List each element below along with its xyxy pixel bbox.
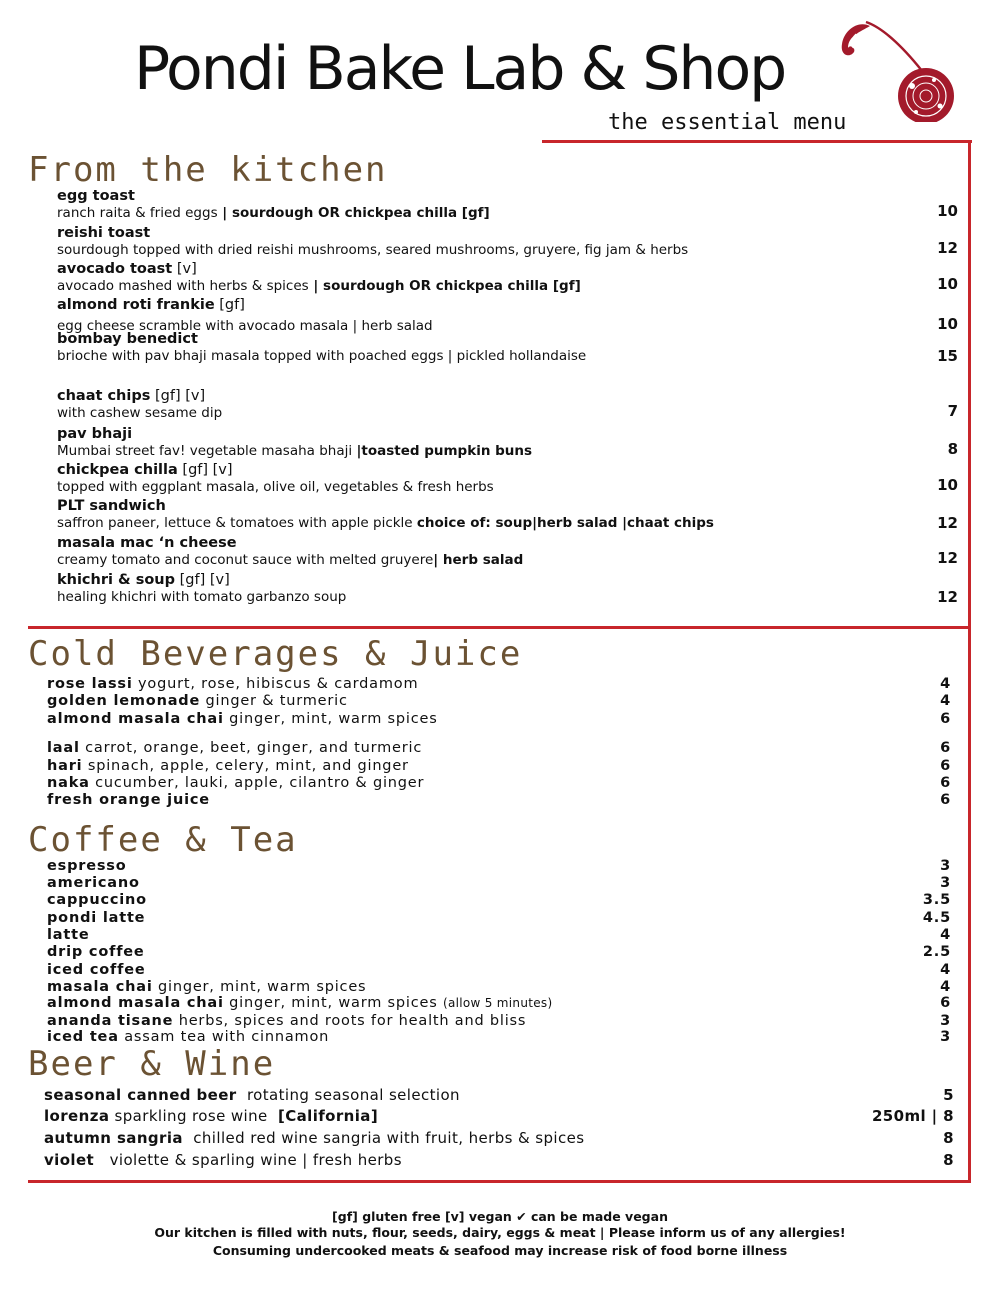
coffee-tea-item — [47, 1013, 951, 1030]
item-price: 7 — [947, 402, 958, 420]
frame-top-line — [542, 140, 972, 143]
item-price: 4 — [940, 927, 951, 943]
coffee-tea-item — [47, 858, 951, 875]
menu-item — [57, 261, 958, 294]
item-name-text: pav bhaji — [57, 426, 133, 442]
item-price: 6 — [940, 740, 951, 756]
item-name — [57, 188, 958, 205]
item-description: ginger, mint, warm spices — [223, 711, 438, 727]
item-description-text: topped with eggplant masala, olive oil, vegetables & fresh herbs — [57, 479, 494, 495]
item-name — [57, 426, 958, 443]
item-description-bold: | sourdough OR chickpea chilla [gf] — [217, 205, 490, 221]
item-diet-tag: [v] — [172, 261, 197, 277]
beer-wine-item — [44, 1151, 954, 1169]
footer-allergy-note: Our kitchen is filled with nuts, flour, seeds, dairy, eggs & meat | Please inform us of any allergies! — [154, 1225, 846, 1240]
item-name-text: chaat chips — [57, 388, 151, 404]
item-description — [57, 443, 958, 459]
item-name — [57, 297, 958, 314]
item-price: 250ml | 8 — [871, 1107, 954, 1125]
item-price: 6 — [940, 711, 951, 727]
item-description: chilled red wine sangria with fruit, herbs & spices — [182, 1129, 585, 1147]
item-description-text: with cashew sesame dip — [57, 405, 223, 421]
item-name-text: PLT sandwich — [57, 498, 166, 514]
item-price: 8 — [947, 440, 958, 458]
item-name-text: masala mac ‘n cheese — [57, 535, 237, 551]
item-description — [57, 205, 958, 221]
frame-bottom-line — [28, 1180, 971, 1183]
item-description-bold: choice of: soup|herb salad |chaat chips — [416, 515, 714, 531]
item-price: 15 — [937, 347, 958, 365]
item-name: laal — [47, 740, 80, 756]
item-price: 4.5 — [922, 910, 951, 926]
item-price: 4 — [940, 979, 951, 995]
item-price: 3 — [940, 1029, 951, 1045]
item-name-text: almond roti frankie — [57, 297, 215, 313]
item-description — [57, 515, 958, 531]
item-name: cappuccino — [47, 892, 147, 908]
item-name: iced coffee — [47, 962, 146, 978]
item-name: ananda tisane — [47, 1013, 174, 1029]
coffee-tea-item — [47, 962, 951, 979]
item-price: 6 — [940, 792, 951, 808]
item-price: 4 — [940, 676, 951, 692]
item-price: 3.5 — [922, 892, 951, 908]
item-name-text: avocado toast — [57, 261, 173, 277]
item-description — [57, 278, 958, 294]
item-name: violet — [44, 1151, 95, 1169]
item-price: 10 — [937, 275, 958, 293]
coffee-tea-item — [47, 944, 951, 961]
menu-item — [57, 498, 958, 531]
item-diet-tag: [gf] [v] — [177, 462, 233, 478]
item-description: herbs, spices and roots for health and bliss — [173, 1013, 527, 1029]
coffee-tea-item — [47, 979, 951, 996]
item-description — [57, 589, 958, 605]
item-description-bold: | herb salad — [433, 552, 524, 568]
section-heading-beer-wine: Beer & Wine — [28, 1044, 276, 1084]
page-subtitle: the essential menu — [608, 110, 847, 135]
item-name: golden lemonade — [47, 693, 201, 709]
beverage-item — [47, 775, 951, 792]
item-name: seasonal canned beer — [44, 1086, 237, 1104]
item-diet-tag: [gf] — [214, 297, 245, 313]
item-name: espresso — [47, 858, 127, 874]
item-name: lorenza — [44, 1107, 110, 1125]
item-diet-tag: [gf] [v] — [150, 388, 206, 404]
item-name — [57, 388, 958, 405]
section-heading-cold-beverages: Cold Beverages & Juice — [28, 634, 523, 674]
item-diet-tag: [gf] [v] — [175, 572, 230, 588]
item-description: sparkling rose wine — [109, 1107, 278, 1125]
item-description: assam tea with cinnamon — [118, 1029, 330, 1045]
item-name: latte — [47, 927, 90, 943]
item-description: ginger & turmeric — [200, 693, 348, 709]
beverage-item — [47, 792, 951, 809]
footer-legend: [gf] gluten free [v] vegan ✔ can be made vegan — [332, 1209, 668, 1224]
item-description-text: brioche with pav bhaji masala topped with poached eggs | pickled hollandaise — [57, 348, 587, 364]
menu-item — [57, 426, 958, 459]
section-heading-kitchen: From the kitchen — [28, 150, 388, 190]
item-price: 3 — [940, 875, 951, 891]
item-name: rose lassi — [47, 676, 133, 692]
item-description: yogurt, rose, hibiscus & cardamom — [132, 676, 419, 692]
cherry-logo-icon — [836, 14, 962, 122]
page-title: Pondi Bake Lab & Shop — [134, 34, 786, 104]
item-name — [57, 225, 958, 242]
item-price: 6 — [940, 758, 951, 774]
frame-divider-line — [28, 626, 971, 629]
item-name: hari — [47, 758, 83, 774]
item-price: 12 — [937, 549, 958, 567]
item-note: (allow 5 minutes) — [442, 996, 553, 1010]
item-price: 12 — [937, 239, 958, 257]
coffee-tea-item — [47, 910, 951, 927]
item-description-text: saffron paneer, lettuce & tomatoes with apple pickle — [57, 515, 417, 531]
item-name: masala chai — [47, 979, 153, 995]
item-price: 3 — [940, 1013, 951, 1029]
item-description: ginger, mint, warm spices — [152, 979, 367, 995]
item-name — [57, 331, 958, 348]
item-name-text: reishi toast — [57, 225, 151, 241]
item-price: 8 — [943, 1129, 954, 1147]
frame-right-line — [968, 140, 971, 1183]
menu-item — [57, 225, 958, 258]
item-name: drip coffee — [47, 944, 145, 960]
coffee-tea-item — [47, 875, 951, 892]
item-description — [57, 552, 958, 568]
menu-item — [57, 462, 958, 495]
coffee-tea-item — [47, 995, 951, 1012]
coffee-tea-item — [47, 927, 951, 944]
item-description-text: sourdough topped with dried reishi mushrooms, seared mushrooms, gruyere, fig jam & herbs — [57, 242, 689, 258]
item-name: americano — [47, 875, 140, 891]
item-price: 4 — [940, 693, 951, 709]
item-price: 6 — [940, 775, 951, 791]
item-name-text: egg toast — [57, 188, 135, 204]
item-price: 2.5 — [922, 944, 951, 960]
item-description-bold: |toasted pumpkin buns — [356, 443, 533, 459]
beverage-item — [47, 693, 951, 710]
item-description — [57, 242, 958, 258]
item-price: 10 — [937, 315, 958, 333]
item-name: almond masala chai — [47, 995, 224, 1011]
menu-item — [57, 388, 958, 421]
beverage-item — [47, 676, 951, 693]
item-description-text: avocado mashed with herbs & spices — [57, 278, 309, 294]
item-price: 12 — [937, 588, 958, 606]
item-price: 12 — [937, 514, 958, 532]
item-name: naka — [47, 775, 90, 791]
menu-item — [57, 535, 958, 568]
item-description — [57, 348, 958, 364]
beverage-item — [47, 758, 951, 775]
item-description-bold: | sourdough OR chickpea chilla [gf] — [308, 278, 581, 294]
item-description-text: healing khichri with tomato garbanzo soup — [57, 589, 347, 605]
item-description-text: creamy tomato and coconut sauce with melted gruyere — [57, 552, 434, 568]
item-price: 10 — [937, 476, 958, 494]
beverage-item — [47, 711, 951, 728]
item-price: 5 — [943, 1086, 954, 1104]
item-name-text: khichri & soup — [57, 572, 176, 588]
item-description — [57, 479, 958, 495]
item-description: cucumber, lauki, apple, cilantro & ginger — [89, 775, 425, 791]
item-description: spinach, apple, celery, mint, and ginger — [82, 758, 409, 774]
beer-wine-item — [44, 1129, 954, 1147]
item-name: autumn sangria — [44, 1129, 183, 1147]
coffee-tea-item — [47, 892, 951, 909]
item-name-text: chickpea chilla — [57, 462, 178, 478]
menu-item — [57, 188, 958, 221]
item-origin: [California] — [277, 1107, 379, 1125]
beer-wine-item — [44, 1107, 954, 1125]
beer-wine-item — [44, 1086, 954, 1104]
section-heading-coffee-tea: Coffee & Tea — [28, 820, 298, 860]
menu-item — [57, 572, 958, 605]
item-price: 6 — [940, 995, 951, 1011]
beverage-item — [47, 740, 951, 757]
item-name — [57, 498, 958, 515]
item-price: 10 — [937, 202, 958, 220]
menu-item — [57, 331, 958, 364]
item-description: rotating seasonal selection — [236, 1086, 460, 1104]
item-description-text: egg cheese scramble with avocado masala | herb salad — [57, 318, 433, 334]
item-name-text: bombay benedict — [57, 331, 198, 347]
item-price: 8 — [943, 1151, 954, 1169]
item-name — [57, 572, 958, 589]
item-name: almond masala chai — [47, 711, 224, 727]
item-name — [57, 535, 958, 552]
item-description: violette & sparling wine | fresh herbs — [94, 1151, 402, 1169]
menu-item — [57, 297, 958, 334]
item-name: pondi latte — [47, 910, 146, 926]
footer-health-warning: Consuming undercooked meats & seafood may increase risk of food borne illness — [212, 1243, 788, 1258]
item-description: carrot, orange, beet, ginger, and turmeric — [79, 740, 423, 756]
item-description: ginger, mint, warm spices — [223, 995, 443, 1011]
item-description-text: Mumbai street fav! vegetable masaha bhaji — [57, 443, 357, 459]
item-name — [57, 261, 958, 278]
item-name: fresh orange juice — [47, 792, 210, 808]
item-description-text: ranch raita & fried eggs — [57, 205, 218, 221]
item-description — [57, 405, 958, 421]
item-price: 3 — [940, 858, 951, 874]
item-name — [57, 462, 958, 479]
item-price: 4 — [940, 962, 951, 978]
item-name: iced tea — [47, 1029, 119, 1045]
